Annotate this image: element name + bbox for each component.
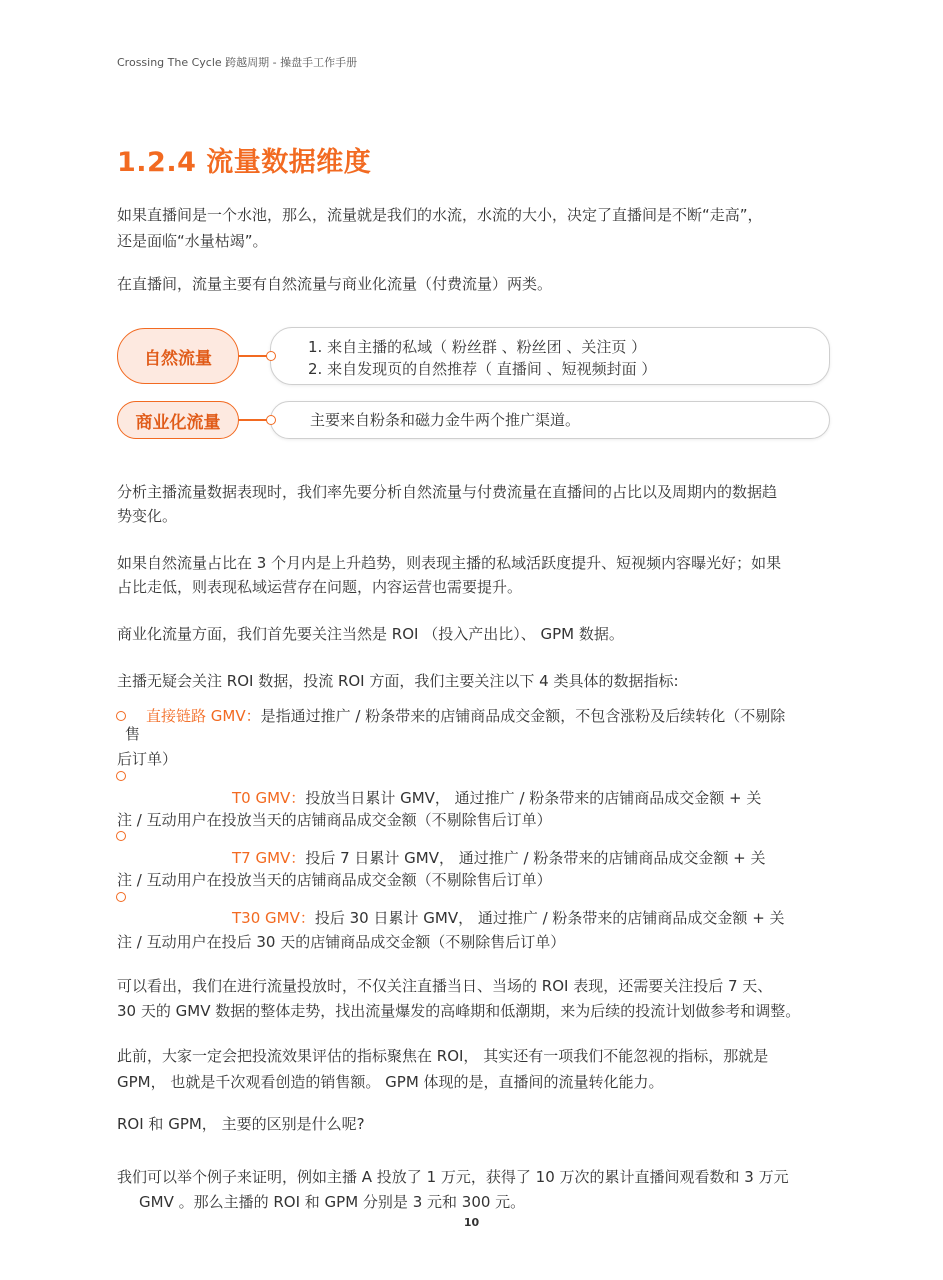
metric-2-term: T0 GMV： <box>232 789 306 807</box>
natural-traffic-item-1: 1. 来自主播的私域（ 粉丝群 、粉丝团 、关注页 ） <box>308 338 647 356</box>
example-paragraph-line-2: GMV 。那么主播的 ROI 和 GPM 分别是 3 元和 300 元。 <box>139 1193 526 1211</box>
trend-paragraph-line-2: 占比走低，则表现私域运营存在问题，内容运营也需要提升。 <box>117 578 523 596</box>
bullet-icon <box>116 771 126 781</box>
commercial-traffic-connector-dot <box>266 415 276 425</box>
metric-2-line-2: 注 / 互动用户在投放当天的店铺商品成交金额（不剔除售后订单） <box>117 811 552 829</box>
intro-paragraph-line-1: 如果直播间是一个水池，那么，流量就是我们的水流，水流的大小，决定了直播间是不断“走高”， <box>117 206 763 224</box>
roi-intro-paragraph: 主播无疑会关注 ROI 数据，投流 ROI 方面，我们主要关注以下 4 类具体的数据指标: <box>117 672 679 690</box>
gpm-paragraph-line-2: GPM， 也就是千次观看创造的销售额。 GPM 体现的是，直播间的流量转化能力。 <box>117 1073 664 1091</box>
example-paragraph-line-1: 我们可以举个例子来证明，例如主播 A 投放了 1 万元，获得了 10 万次的累计直播间观看数和 3 万元 <box>117 1168 789 1186</box>
commercial-traffic-item-1: 主要来自粉条和磁力金牛两个推广渠道。 <box>310 411 581 429</box>
natural-traffic-connector-dot <box>266 351 276 361</box>
traffic-types-paragraph: 在直播间，流量主要有自然流量与商业化流量（付费流量）两类。 <box>117 275 553 293</box>
running-header: Crossing The Cycle 跨越周期 - 操盘手工作手册 <box>117 56 358 69</box>
intro-paragraph-line-2: 还是面临“水量枯竭”。 <box>117 232 268 250</box>
natural-traffic-label: 自然流量 <box>117 328 239 384</box>
analysis-paragraph-line-2: 势变化。 <box>117 507 178 525</box>
bullet-icon <box>116 711 126 721</box>
bullet-icon <box>116 892 126 902</box>
metric-1-wrap: 售 <box>125 725 141 743</box>
commercial-traffic-label: 商业化流量 <box>117 401 239 439</box>
metric-1-line-2: 后订单） <box>117 750 178 768</box>
conclusion-paragraph-line-1: 可以看出，我们在进行流量投放时，不仅关注直播当日、当场的 ROI 表现，还需要关注投后 7 天、 <box>117 977 773 995</box>
section-title: 1.2.4 流量数据维度 <box>117 147 372 178</box>
commercial-paragraph: 商业化流量方面，我们首先要关注当然是 ROI （投入产出比）、 GPM 数据。 <box>117 625 624 643</box>
metric-4-term: T30 GMV： <box>232 909 315 927</box>
metric-4-line-2: 注 / 互动用户在投后 30 天的店铺商品成交金额（不剔除售后订单） <box>117 933 566 951</box>
page-number: 10 <box>463 1216 480 1229</box>
metric-4-line-1 <box>232 906 785 931</box>
gpm-paragraph-line-1: 此前，大家一定会把投流效果评估的指标聚焦在 ROI， 其实还有一项我们不能忽视的指标，那就是 <box>117 1047 769 1065</box>
analysis-paragraph-line-1: 分析主播流量数据表现时，我们率先要分析自然流量与付费流量在直播间的占比以及周期内的数据趋 <box>117 483 778 501</box>
metric-3-text: 投后 7 日累计 GMV， 通过推广 / 粉条带来的店铺商品成交金额 + 关 <box>305 849 766 867</box>
metric-3-line-2: 注 / 互动用户在投放当天的店铺商品成交金额（不剔除售后订单） <box>117 871 552 889</box>
metric-4-text: 投后 30 日累计 GMV， 通过推广 / 粉条带来的店铺商品成交金额 + 关 <box>314 909 785 927</box>
conclusion-paragraph-line-2: 30 天的 GMV 数据的整体走势，找出流量爆发的高峰期和低潮期，来为后续的投流计划做参考和调整。 <box>117 1002 801 1020</box>
metric-3-term: T7 GMV： <box>232 849 306 867</box>
question-paragraph: ROI 和 GPM， 主要的区别是什么呢? <box>117 1115 365 1133</box>
bullet-icon <box>116 831 126 841</box>
trend-paragraph-line-1: 如果自然流量占比在 3 个月内是上升趋势，则表现主播的私域活跃度提升、短视频内容曝光好；如果 <box>117 554 782 572</box>
natural-traffic-item-2: 2. 来自发现页的自然推荐（ 直播间 、短视频封面 ） <box>308 360 657 378</box>
metric-1-text: 是指通过推广 / 粉条带来的店铺商品成交金额，不包含涨粉及后续转化（不剔除 <box>260 707 786 725</box>
metric-1-line-1 <box>146 704 785 729</box>
metric-2-text: 投放当日累计 GMV， 通过推广 / 粉条带来的店铺商品成交金额 + 关 <box>305 789 762 807</box>
metric-1-term: 直接链路 GMV： <box>146 707 261 725</box>
